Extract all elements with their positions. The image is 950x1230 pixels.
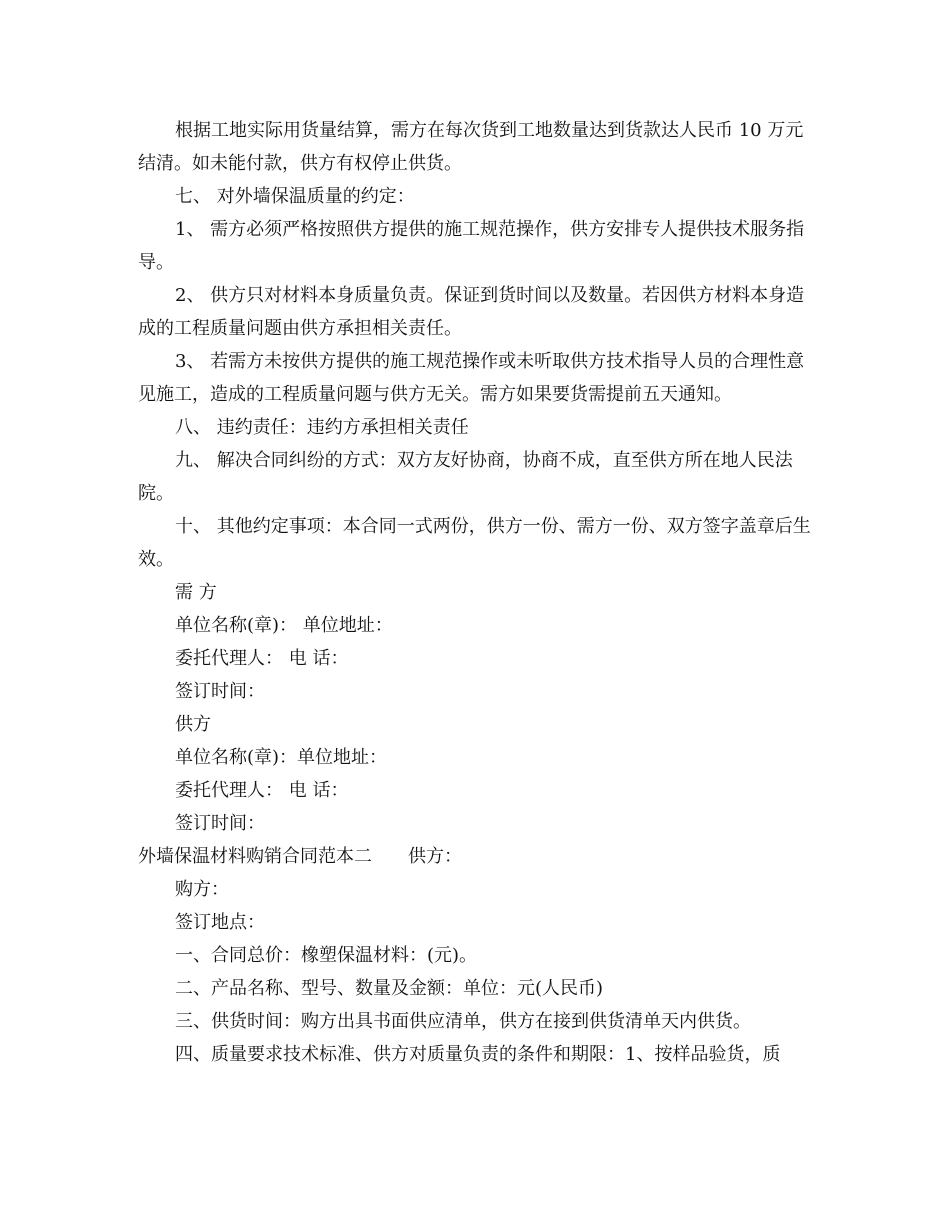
clause-total-price: 一、合同总价：橡塑保温材料：(元)。: [175, 945, 478, 966]
contract-template-two-title: 外墙保温材料购销合同范本二 供方：: [138, 846, 462, 867]
demand-agent-fields: 委托代理人： 电 话：: [175, 648, 349, 669]
buyer-label: 购方：: [175, 879, 229, 900]
heading-section-9: 九、 解决合同纠纷的方式：双方友好协商，协商不成，直至供方所在地人民法院。: [138, 450, 793, 504]
heading-section-7: 七、 对外墙保温质量的约定：: [175, 186, 415, 207]
clause-product-details: 二、产品名称、型号、数量及金额：单位：元(人民币): [175, 978, 604, 999]
paragraph-item-1: 1、 需方必须严格按照供方提供的施工规范操作，供方安排专人提供技术服务指导。: [138, 219, 805, 273]
demand-sign-date: 签订时间：: [175, 681, 265, 702]
supply-party-label: 供方: [175, 714, 211, 735]
heading-section-10: 十、 其他约定事项：本合同一式两份，供方一份、需方一份、双方签字盖章后生效。: [138, 516, 811, 570]
demand-party-label: 需 方: [175, 582, 217, 603]
document-body: [138, 114, 812, 1071]
supply-unit-fields: 单位名称(章)：单位地址：: [175, 747, 388, 768]
paragraph-item-3: 3、 若需方未按供方提供的施工规范操作或未听取供方技术指导人员的合理性意见施工，造成的工程质量问题与供方无关。需方如果要货需提前五天通知。: [138, 351, 805, 405]
paragraph-item-2: 2、 供方只对材料本身质量负责。保证到货时间以及数量。若因供方材料本身造成的工程质量问题由供方承担相关责任。: [138, 285, 805, 339]
supply-agent-fields: 委托代理人： 电 话：: [175, 780, 349, 801]
demand-unit-fields: 单位名称(章)： 单位地址：: [175, 615, 393, 636]
sign-location-label: 签订地点：: [175, 912, 265, 933]
supply-sign-date: 签订时间：: [175, 813, 265, 834]
clause-quality-requirements: 四、质量要求技术标准、供方对质量负责的条件和期限：1、按样品验货，质: [175, 1044, 781, 1065]
clause-delivery-time: 三、供货时间：购方出具书面供应清单，供方在接到供货清单天内供货。: [175, 1011, 751, 1032]
heading-section-8: 八、 违约责任：违约方承担相关责任: [175, 417, 469, 438]
paragraph-settlement: 根据工地实际用货量结算，需方在每次货到工地数量达到货款达人民币 10 万元结清。如未能付款，供方有权停止供货。: [138, 120, 804, 174]
